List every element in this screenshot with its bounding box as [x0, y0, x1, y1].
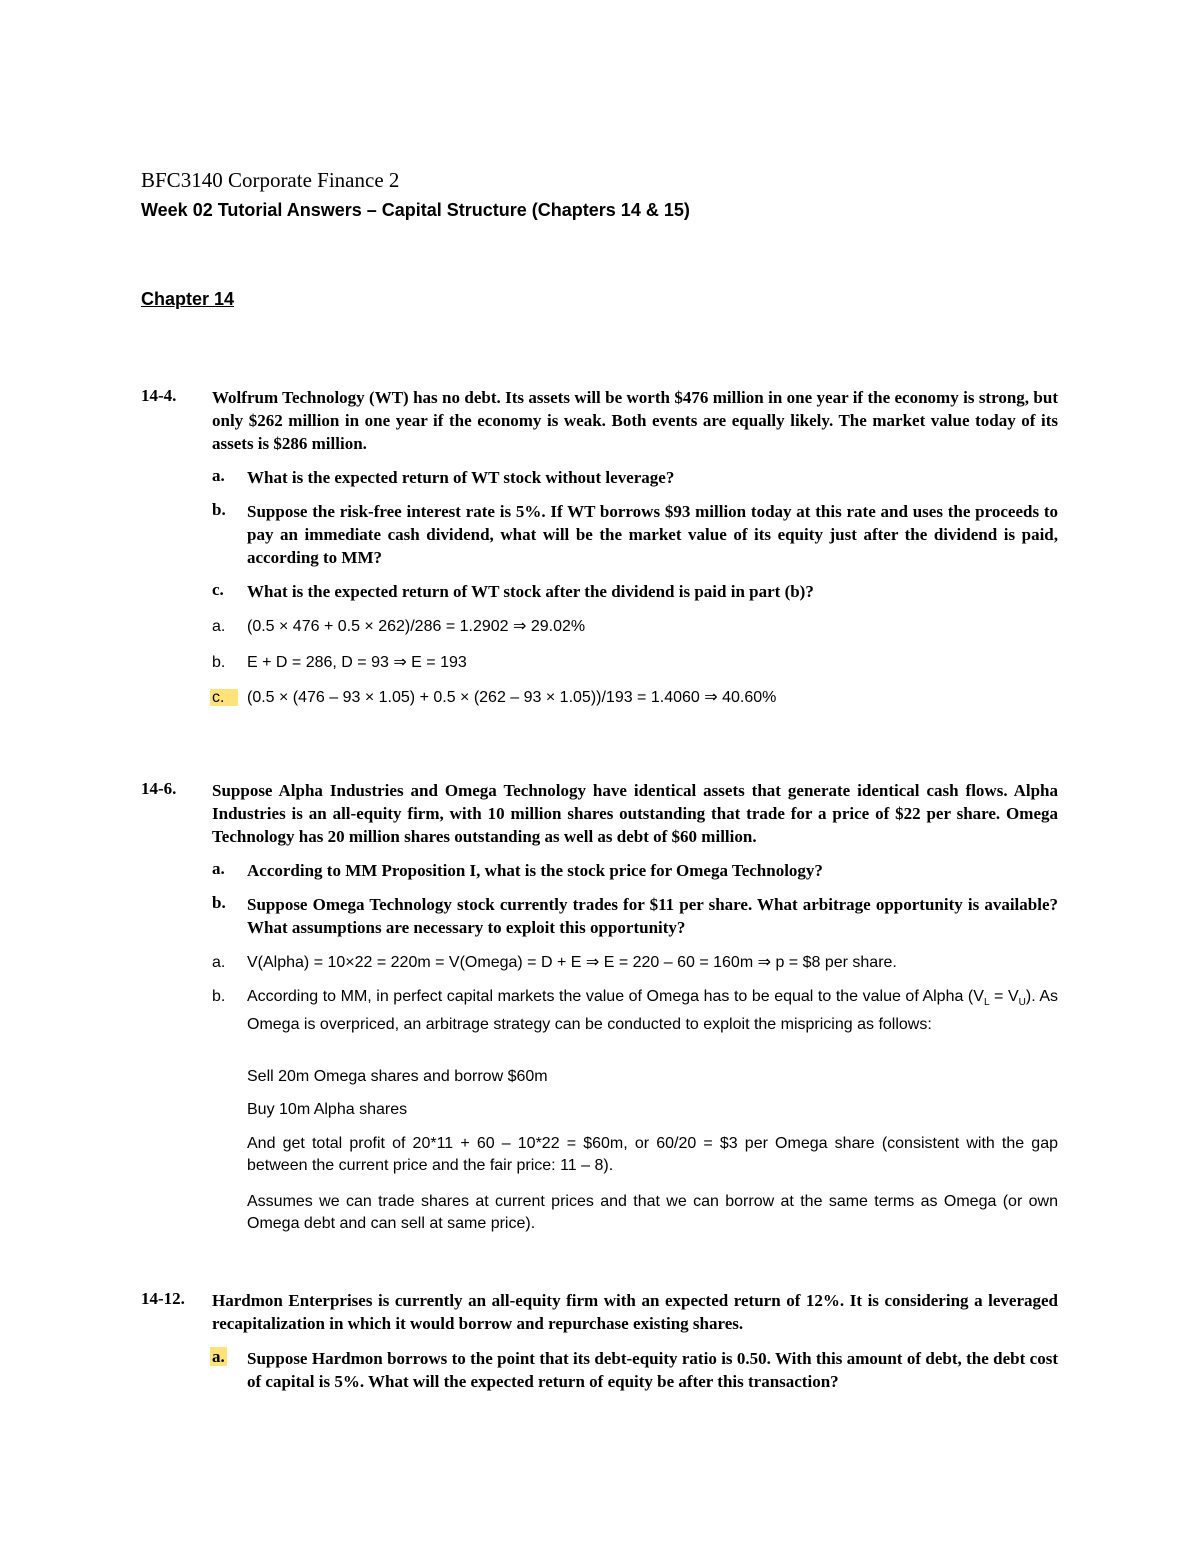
- question-number: 14-4.: [141, 386, 177, 405]
- answer-step: Sell 20m Omega shares and borrow $60m: [247, 1068, 548, 1085]
- question-text: Hardmon Enterprises is currently an all-equity firm with an expected return of 12%. It is considering a leveraged recapitalization in which it would borrow and repurchase existing shares.: [212, 1291, 1058, 1333]
- part-text: What is the expected return of WT stock after the dividend is paid in part (b)?: [247, 582, 814, 601]
- week-title: Week 02 Tutorial Answers – Capital Structure (Chapters 14 & 15): [141, 200, 690, 220]
- answer-text: V(Alpha) = 10×22 = 220m = V(Omega) = D + E ⇒ E = 220 – 60 = 160m ⇒ p = $8 per share.: [247, 954, 897, 971]
- answer-label: a.: [212, 954, 226, 971]
- answer-paragraph: Assumes we can trade shares at current prices and that we can borrow at the same terms as Omega (or own Omega debt and can sell at same price).: [247, 1193, 1058, 1232]
- answer-text: (0.5 × 476 + 0.5 × 262)/286 = 1.2902 ⇒ 29.02%: [247, 618, 586, 635]
- part-label-highlighted: [212, 1347, 227, 1367]
- question-number: 14-12.: [141, 1289, 185, 1308]
- answer-label-highlighted: [212, 687, 238, 709]
- answer-step: Buy 10m Alpha shares: [247, 1101, 408, 1118]
- answer-text: [247, 986, 1058, 1036]
- part-text: Suppose Hardmon borrows to the point that its debt-equity ratio is 0.50. With this amount of debt, the debt cost of capital is 5%. What will the expected return of equity be after this transaction?: [247, 1349, 1058, 1391]
- part-label: b.: [212, 893, 226, 912]
- subscript: L: [983, 997, 990, 1009]
- answer-label: b.: [212, 988, 226, 1005]
- answer-text: E + D = 286, D = 93 ⇒ E = 193: [247, 654, 467, 671]
- highlight-mark: c.: [210, 689, 238, 706]
- part-label: a.: [212, 466, 225, 485]
- subscript: U: [1018, 997, 1026, 1009]
- answer-text: (0.5 × (476 – 93 × 1.05) + 0.5 × (262 – 93 × 1.05))/193 = 1.4060 ⇒ 40.60%: [247, 689, 777, 706]
- question-text: Wolfrum Technology (WT) has no debt. Its assets will be worth $476 million in one year if the economy is strong, but only $262 million in one year if the economy is weak. Both events are equally likely. The market value today of its assets is $286 million.: [212, 388, 1058, 453]
- answer-text-part: = V: [989, 988, 1019, 1005]
- part-text: What is the expected return of WT stock without leverage?: [247, 468, 675, 487]
- answer-paragraph: And get total profit of 20*11 + 60 – 10*22 = $60m, or 60/20 = $3 per Omega share (consistent with the gap between the current price and the fair price: 11 – 8).: [247, 1135, 1058, 1174]
- course-title: BFC3140 Corporate Finance 2: [141, 168, 400, 192]
- part-label: a.: [212, 859, 225, 878]
- part-text: According to MM Proposition I, what is the stock price for Omega Technology?: [247, 861, 823, 880]
- highlight-mark: a.: [212, 1347, 225, 1366]
- question-number: 14-6.: [141, 779, 177, 798]
- part-label: c.: [212, 580, 224, 599]
- part-label: b.: [212, 500, 226, 519]
- answer-text-part: According to MM, in perfect capital markets the value of Omega has to be equal to the value of Alpha (V: [247, 988, 984, 1005]
- answer-label: b.: [212, 654, 226, 671]
- part-text: Suppose Omega Technology stock currently trades for $11 per share. What arbitrage opportunity is available? What assumptions are necessary to exploit this opportunity?: [247, 895, 1058, 937]
- answer-label: a.: [212, 618, 226, 635]
- part-text: Suppose the risk-free interest rate is 5%. If WT borrows $93 million today at this rate and uses the proceeds to pay an immediate cash dividend, what will be the market value of its equity just after the dividend is paid, according to MM?: [247, 502, 1058, 567]
- question-text: Suppose Alpha Industries and Omega Technology have identical assets that generate identical cash flows. Alpha Industries is an all-equity firm, with 10 million shares outstanding that trade for a price of $22 per share. Omega Technology has 20 million shares outstanding as well as debt of $60 million.: [212, 781, 1058, 846]
- answer-text-part: ). As Omega is overpriced, an arbitrage strategy can be conducted to exploit the mispricing as follows:: [247, 988, 1058, 1034]
- chapter-heading: Chapter 14: [141, 289, 235, 309]
